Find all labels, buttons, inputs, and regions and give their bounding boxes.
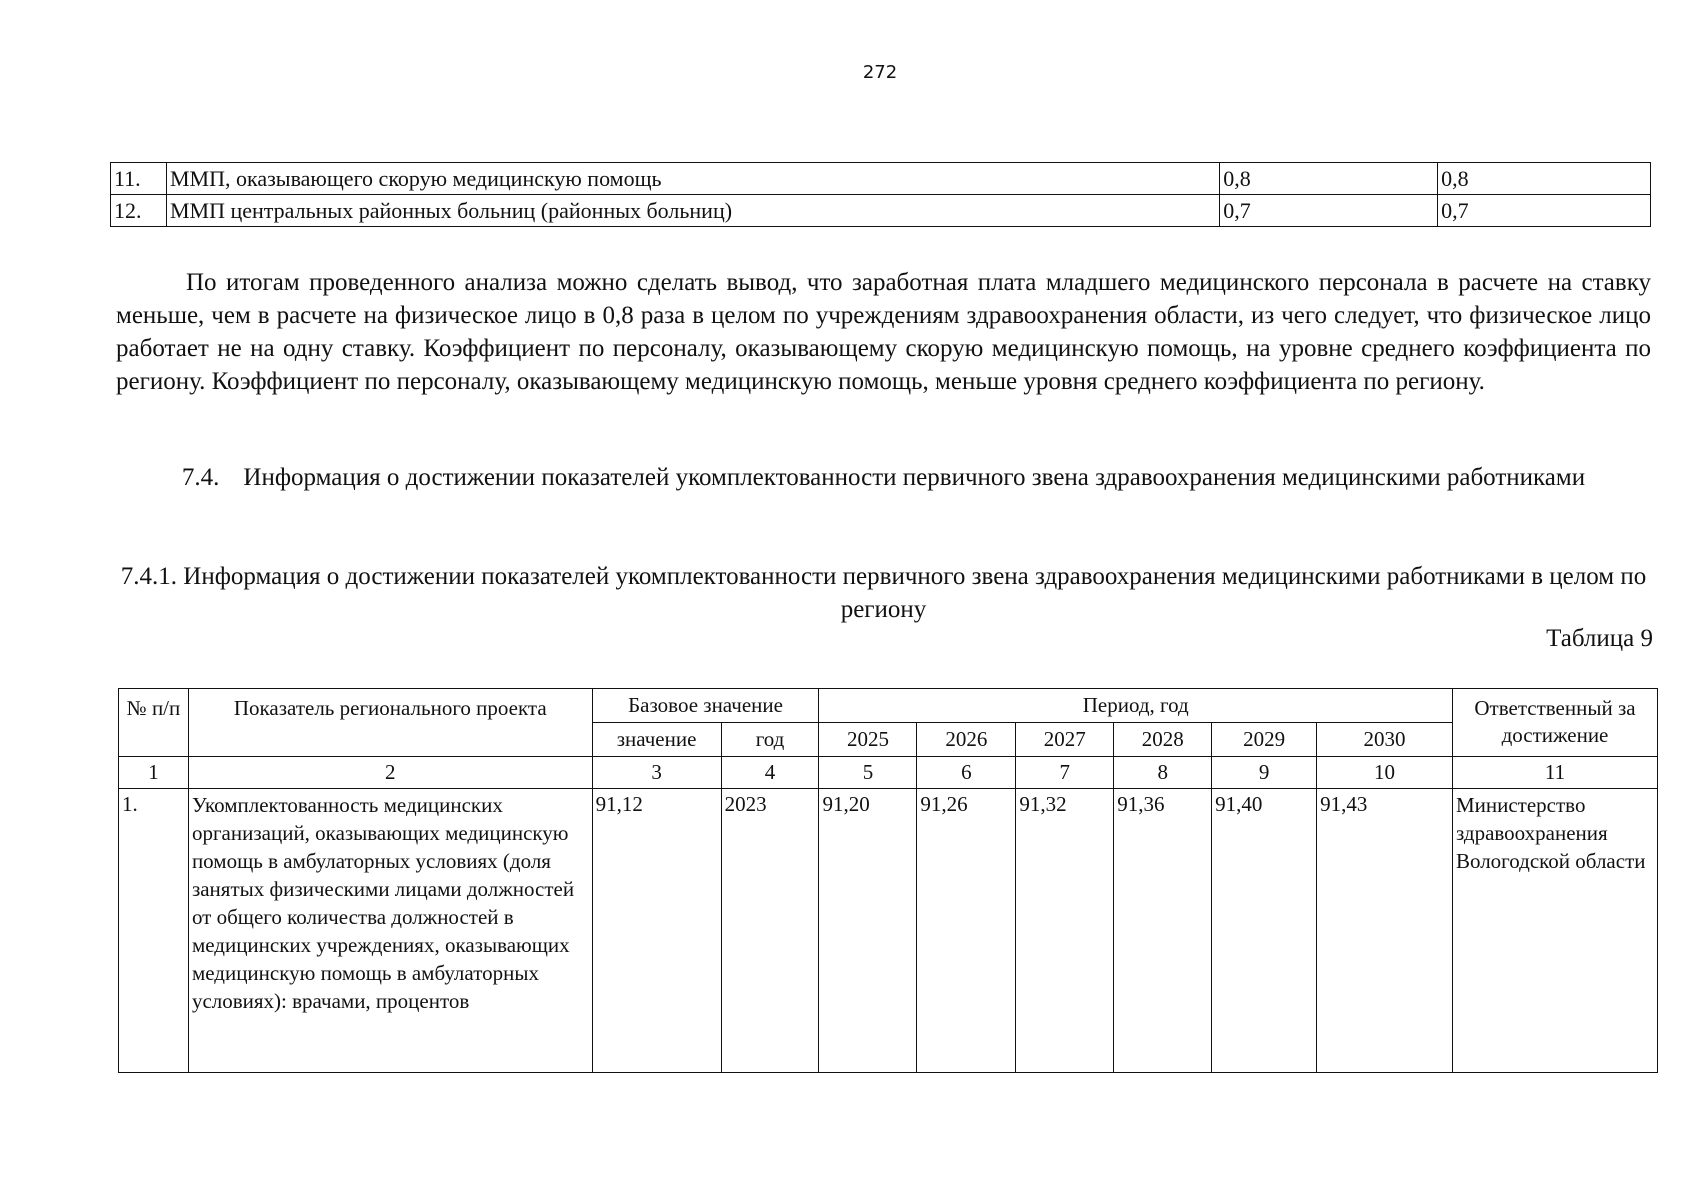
- row-number: 11.: [111, 163, 167, 195]
- section-title: Информация о достижении показателей укомплектованности первичного звена здравоохранения медицинскими работниками: [243, 464, 1586, 491]
- analysis-paragraph: [116, 266, 1651, 398]
- column-number: 6: [917, 757, 1016, 789]
- header-indicator: Показатель регионального проекта: [188, 689, 592, 757]
- section-7-4-heading: [116, 461, 1651, 494]
- header-period: Период, год: [819, 689, 1452, 723]
- base-year-cell: 2023: [721, 789, 819, 1073]
- column-number: 11: [1452, 757, 1657, 789]
- year-value-cell: 91,40: [1212, 789, 1317, 1073]
- indicator-cell: Укомплектованность медицинских организаций, оказывающих медицинскую помощь в амбулаторных условиях (доля занятых физическими лицами должностей от общего количества должностей в медицинских учреждениях, оказывающих медицинскую помощь в амбулаторных условиях): врачами, процентов: [188, 789, 592, 1073]
- paragraph-text: По итогам проведенного анализа можно сделать вывод, что заработная плата младшего медицинского персонала в расчете на ставку меньше, чем в расчете на физическое лицо в 0,8 раза в целом по учреждениям здравоохранения области, из чего следует, что физическое лицо работает не на одну ставку. Коэффициент по персоналу, оказывающему скорую медицинскую помощь, на уровне среднего коэффициента по региону. Коэффициент по персоналу, оказывающему медицинскую помощь, меньше уровня среднего коэффициента по региону.: [116, 269, 1651, 395]
- base-value-cell: 91,12: [592, 789, 721, 1073]
- year-value-cell: 91,32: [1016, 789, 1114, 1073]
- header-year: 2030: [1317, 723, 1453, 757]
- row-value: 0,7: [1438, 195, 1651, 227]
- column-number-row: [119, 757, 1658, 789]
- header-year: 2026: [917, 723, 1016, 757]
- section-number: 7.4.: [181, 464, 220, 491]
- column-number: 9: [1212, 757, 1317, 789]
- responsible-cell: Министерство здравоохранения Вологодской области: [1452, 789, 1657, 1073]
- row-number: 1.: [119, 789, 189, 1073]
- header-base-value: значение: [592, 723, 721, 757]
- header-row: [119, 689, 1658, 723]
- header-num: № п/п: [119, 689, 189, 757]
- column-number: 1: [119, 757, 189, 789]
- main-table: [118, 688, 1658, 1073]
- header-year: 2029: [1212, 723, 1317, 757]
- header-responsible: Ответственный за достижение: [1452, 689, 1657, 757]
- year-value-cell: 91,20: [819, 789, 917, 1073]
- column-number: 3: [592, 757, 721, 789]
- column-number: 4: [721, 757, 819, 789]
- column-number: 5: [819, 757, 917, 789]
- header-base-year: год: [721, 723, 819, 757]
- section-7-4-1-heading: 7.4.1. Информация о достижении показателей укомплектованности первичного звена здравоохранения медицинскими работниками в целом по региону: [120, 563, 1647, 623]
- table-row: [119, 789, 1658, 1073]
- column-number: 10: [1317, 757, 1453, 789]
- row-label: ММП центральных районных больниц (районных больниц): [166, 195, 1219, 227]
- top-table: [110, 162, 1651, 227]
- row-value: 0,8: [1220, 163, 1438, 195]
- year-value-cell: 91,36: [1114, 789, 1212, 1073]
- year-value-cell: 91,43: [1317, 789, 1453, 1073]
- page-number: 272: [862, 62, 898, 83]
- header-base: Базовое значение: [592, 689, 819, 723]
- header-year: 2027: [1016, 723, 1114, 757]
- row-value: 0,8: [1438, 163, 1651, 195]
- header-year: 2025: [819, 723, 917, 757]
- table-row: [111, 195, 1651, 227]
- table-row: [111, 163, 1651, 195]
- column-number: 2: [188, 757, 592, 789]
- row-label: ММП, оказывающего скорую медицинскую помощь: [166, 163, 1219, 195]
- table-label: Таблица 9: [1546, 625, 1653, 652]
- year-value-cell: 91,26: [917, 789, 1016, 1073]
- column-number: 7: [1016, 757, 1114, 789]
- row-value: 0,7: [1220, 195, 1438, 227]
- header-year: 2028: [1114, 723, 1212, 757]
- column-number: 8: [1114, 757, 1212, 789]
- row-number: 12.: [111, 195, 167, 227]
